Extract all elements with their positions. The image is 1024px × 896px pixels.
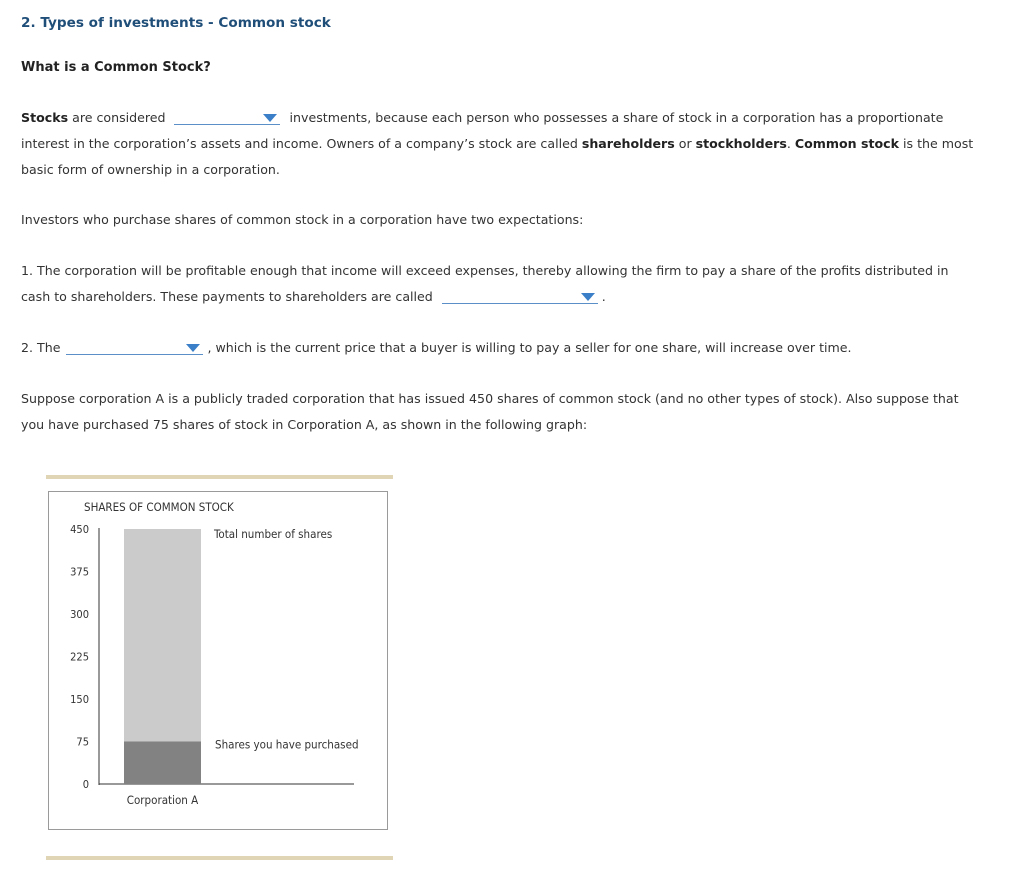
bold-shareholders: shareholders xyxy=(581,136,675,151)
y-axis-ticks xyxy=(70,523,89,791)
text-span: 2. The xyxy=(21,340,65,355)
y-tick-label: 375 xyxy=(70,565,89,579)
graph-top-rule xyxy=(46,475,393,479)
paragraph-stocks-intro xyxy=(21,105,1006,183)
chart-svg xyxy=(49,492,387,829)
bar-purchased-shares xyxy=(124,742,201,785)
y-tick-label: 0 xyxy=(82,778,89,791)
payments-name-dropdown[interactable] xyxy=(442,289,598,304)
investment-type-dropdown[interactable] xyxy=(174,110,280,125)
y-tick-label: 75 xyxy=(76,735,89,749)
paragraph-line xyxy=(21,131,1006,157)
chevron-down-icon xyxy=(186,344,200,352)
chevron-down-icon xyxy=(581,293,595,301)
paragraph-expectation-two xyxy=(21,335,1006,361)
text-span: cash to shareholders. These payments to shareholders are called xyxy=(21,289,437,304)
text-span: are considered xyxy=(68,110,170,125)
text-span: or xyxy=(674,136,696,151)
paragraph-line: 1. The corporation will be profitable enough that income will exceed expenses, thereby allowing the firm to pay a share of the profits distributed in xyxy=(21,263,949,278)
paragraph-line: Suppose corporation A is a publicly traded corporation that has issued 450 shares of common stock (and no other types of stock). Also suppose that xyxy=(21,391,959,406)
paragraph-expectations: Investors who purchase shares of common stock in a corporation have two expectations: xyxy=(21,212,584,227)
y-tick-label: 300 xyxy=(70,608,89,621)
text-span: . xyxy=(597,289,606,304)
bold-stocks: Stocks xyxy=(21,110,69,125)
category-label: Corporation A xyxy=(126,793,199,807)
text-span: . xyxy=(786,136,795,151)
graph-bottom-rule xyxy=(46,856,393,860)
paragraph-expectation-one xyxy=(21,258,1006,310)
chevron-down-icon xyxy=(263,114,277,122)
page-title: 2. Types of investments - Common stock xyxy=(21,15,331,31)
price-name-dropdown[interactable] xyxy=(66,340,203,355)
paragraph-line: you have purchased 75 shares of stock in Corporation A, as shown in the following graph: xyxy=(21,417,588,432)
bold-stockholders: stockholders xyxy=(695,136,787,151)
paragraph-line xyxy=(21,105,1006,131)
y-tick-label: 225 xyxy=(70,650,89,664)
text-span: , which is the current price that a buyer is willing to pay a seller for one share, will increase over time. xyxy=(203,340,852,355)
paragraph-line xyxy=(21,284,1006,310)
text-span: investments, because each person who possesses a share of stock in a corporation has a proportionate xyxy=(285,110,944,125)
text-span: interest in the corporation’s assets and income. Owners of a company’s stock are called xyxy=(21,136,582,151)
label-purchased-shares: Shares you have purchased xyxy=(215,737,359,752)
shares-chart xyxy=(48,491,388,830)
label-total-shares: Total number of shares xyxy=(214,527,333,541)
section-subtitle: What is a Common Stock? xyxy=(21,60,211,75)
chart-title: SHARES OF COMMON STOCK xyxy=(84,500,234,514)
y-tick-label: 450 xyxy=(70,523,89,536)
paragraph-line: basic form of ownership in a corporation. xyxy=(21,162,280,177)
paragraph-scenario xyxy=(21,386,1006,438)
y-tick-label: 150 xyxy=(70,693,89,706)
bold-common-stock: Common stock xyxy=(794,136,900,151)
text-span: is the most xyxy=(899,136,974,151)
